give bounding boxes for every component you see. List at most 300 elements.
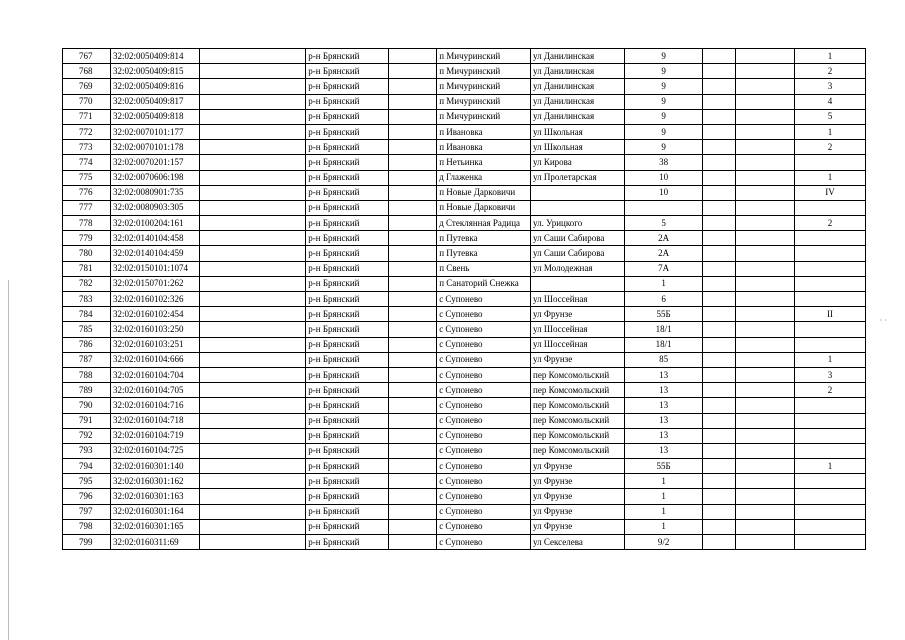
empty-cell: [736, 261, 795, 276]
empty-cell: [200, 124, 306, 139]
empty-cell: [736, 535, 795, 550]
locality: с Супонево: [437, 398, 531, 413]
empty-cell: [703, 200, 736, 215]
empty-cell: [389, 337, 437, 352]
row-number: 797: [63, 504, 111, 519]
row-number: 780: [63, 246, 111, 261]
street: ул Данилинская: [531, 109, 625, 124]
empty-cell: [703, 474, 736, 489]
empty-cell: [703, 504, 736, 519]
street: пер Комсомольский: [531, 443, 625, 458]
empty-cell: [389, 276, 437, 291]
table-row: [63, 489, 866, 504]
district: р-н Брянский: [306, 535, 389, 550]
empty-cell: [389, 443, 437, 458]
empty-cell: [736, 383, 795, 398]
empty-cell: [200, 383, 306, 398]
empty-cell: [200, 200, 306, 215]
empty-cell: [703, 383, 736, 398]
apartment-number: 2: [795, 383, 866, 398]
empty-cell: [736, 443, 795, 458]
table-row: [63, 443, 866, 458]
empty-cell: [703, 109, 736, 124]
apartment-number: [795, 489, 866, 504]
district: р-н Брянский: [306, 489, 389, 504]
locality: п Путевка: [437, 231, 531, 246]
empty-cell: [703, 155, 736, 170]
district: р-н Брянский: [306, 413, 389, 428]
empty-cell: [389, 216, 437, 231]
row-number: 768: [63, 64, 111, 79]
empty-cell: [389, 398, 437, 413]
empty-cell: [389, 200, 437, 215]
empty-cell: [389, 352, 437, 367]
apartment-number: 2: [795, 140, 866, 155]
row-number: 772: [63, 124, 111, 139]
empty-cell: [736, 200, 795, 215]
district: р-н Брянский: [306, 109, 389, 124]
cadastral-number: 32:02:0160104:719: [111, 428, 200, 443]
empty-cell: [736, 155, 795, 170]
cadastral-number: 32:02:0050409:817: [111, 94, 200, 109]
empty-cell: [703, 307, 736, 322]
empty-cell: [703, 337, 736, 352]
table-row: [63, 307, 866, 322]
apartment-number: [795, 535, 866, 550]
empty-cell: [200, 155, 306, 170]
row-number: 790: [63, 398, 111, 413]
empty-cell: [389, 367, 437, 382]
district: р-н Брянский: [306, 140, 389, 155]
empty-cell: [703, 428, 736, 443]
house-number: 55Б: [624, 307, 703, 322]
empty-cell: [389, 124, 437, 139]
district: р-н Брянский: [306, 216, 389, 231]
cadastral-number: 32:02:0140104:459: [111, 246, 200, 261]
house-number: 5: [624, 216, 703, 231]
house-number: 1: [624, 504, 703, 519]
house-number: 6: [624, 292, 703, 307]
district: р-н Брянский: [306, 185, 389, 200]
table-row: [63, 64, 866, 79]
house-number: 55Б: [624, 459, 703, 474]
row-number: 795: [63, 474, 111, 489]
street: ул Фрунзе: [531, 474, 625, 489]
house-number: 13: [624, 367, 703, 382]
district: р-н Брянский: [306, 292, 389, 307]
table-row: [63, 413, 866, 428]
house-number: 9: [624, 140, 703, 155]
empty-cell: [200, 246, 306, 261]
street: ул Секселева: [531, 535, 625, 550]
empty-cell: [736, 231, 795, 246]
table-row: [63, 383, 866, 398]
table-row: [63, 474, 866, 489]
empty-cell: [736, 79, 795, 94]
street: ул Саши Сабирова: [531, 231, 625, 246]
house-number: 9: [624, 79, 703, 94]
empty-cell: [200, 398, 306, 413]
locality: п Свень: [437, 261, 531, 276]
district: р-н Брянский: [306, 367, 389, 382]
table-row: [63, 246, 866, 261]
table-row: [63, 155, 866, 170]
house-number: 9: [624, 49, 703, 64]
empty-cell: [389, 474, 437, 489]
district: р-н Брянский: [306, 155, 389, 170]
table-row: [63, 124, 866, 139]
table-row: [63, 185, 866, 200]
empty-cell: [736, 276, 795, 291]
locality: с Супонево: [437, 535, 531, 550]
locality: с Супонево: [437, 428, 531, 443]
empty-cell: [703, 459, 736, 474]
row-number: 776: [63, 185, 111, 200]
empty-cell: [200, 352, 306, 367]
empty-cell: [200, 185, 306, 200]
cadastral-number: 32:02:0140104:458: [111, 231, 200, 246]
scan-edge-line: [8, 280, 9, 640]
empty-cell: [736, 322, 795, 337]
table-row: [63, 140, 866, 155]
empty-cell: [389, 185, 437, 200]
cadastral-number: 32:02:0050409:815: [111, 64, 200, 79]
table-row: [63, 504, 866, 519]
apartment-number: [795, 443, 866, 458]
locality: п Ивановка: [437, 124, 531, 139]
empty-cell: [200, 94, 306, 109]
empty-cell: [703, 170, 736, 185]
empty-cell: [703, 79, 736, 94]
street: пер Комсомольский: [531, 428, 625, 443]
empty-cell: [736, 94, 795, 109]
property-register-table: [62, 48, 866, 550]
locality: с Супонево: [437, 443, 531, 458]
row-number: 767: [63, 49, 111, 64]
empty-cell: [703, 398, 736, 413]
empty-cell: [736, 489, 795, 504]
table-row: [63, 261, 866, 276]
empty-cell: [703, 489, 736, 504]
house-number: 1: [624, 519, 703, 534]
empty-cell: [389, 459, 437, 474]
empty-cell: [200, 79, 306, 94]
table-row: [63, 49, 866, 64]
apartment-number: 3: [795, 367, 866, 382]
house-number: 9: [624, 109, 703, 124]
empty-cell: [200, 64, 306, 79]
empty-cell: [703, 49, 736, 64]
apartment-number: 5: [795, 109, 866, 124]
district: р-н Брянский: [306, 64, 389, 79]
margin-marks: · ·: [879, 316, 887, 325]
empty-cell: [703, 413, 736, 428]
street: ул Фрунзе: [531, 519, 625, 534]
empty-cell: [389, 231, 437, 246]
row-number: 787: [63, 352, 111, 367]
table-row: [63, 200, 866, 215]
empty-cell: [389, 489, 437, 504]
district: р-н Брянский: [306, 428, 389, 443]
empty-cell: [200, 413, 306, 428]
row-number: 783: [63, 292, 111, 307]
cadastral-number: 32:02:0160104:705: [111, 383, 200, 398]
empty-cell: [703, 231, 736, 246]
apartment-number: [795, 428, 866, 443]
empty-cell: [389, 322, 437, 337]
district: р-н Брянский: [306, 474, 389, 489]
empty-cell: [200, 428, 306, 443]
street: ул Шоссейная: [531, 337, 625, 352]
empty-cell: [703, 216, 736, 231]
empty-cell: [736, 49, 795, 64]
empty-cell: [200, 231, 306, 246]
house-number: 7А: [624, 261, 703, 276]
table-body: [63, 49, 866, 550]
street: ул Фрунзе: [531, 489, 625, 504]
empty-cell: [389, 94, 437, 109]
row-number: 782: [63, 276, 111, 291]
empty-cell: [200, 292, 306, 307]
locality: с Супонево: [437, 413, 531, 428]
row-number: 771: [63, 109, 111, 124]
locality: с Супонево: [437, 352, 531, 367]
empty-cell: [389, 64, 437, 79]
house-number: 9: [624, 124, 703, 139]
row-number: 774: [63, 155, 111, 170]
row-number: 791: [63, 413, 111, 428]
locality: п Мичуринский: [437, 64, 531, 79]
empty-cell: [703, 185, 736, 200]
empty-cell: [736, 246, 795, 261]
row-number: 786: [63, 337, 111, 352]
locality: д Стеклянная Радица: [437, 216, 531, 231]
district: р-н Брянский: [306, 79, 389, 94]
district: р-н Брянский: [306, 261, 389, 276]
district: р-н Брянский: [306, 398, 389, 413]
apartment-number: [795, 200, 866, 215]
cadastral-number: 32:02:0070201:157: [111, 155, 200, 170]
table-row: [63, 231, 866, 246]
empty-cell: [703, 246, 736, 261]
table-row: [63, 79, 866, 94]
empty-cell: [200, 140, 306, 155]
apartment-number: 4: [795, 94, 866, 109]
empty-cell: [200, 535, 306, 550]
locality: с Супонево: [437, 307, 531, 322]
district: р-н Брянский: [306, 170, 389, 185]
district: р-н Брянский: [306, 504, 389, 519]
row-number: 773: [63, 140, 111, 155]
cadastral-number: 32:02:0150701:262: [111, 276, 200, 291]
apartment-number: 3: [795, 79, 866, 94]
empty-cell: [200, 170, 306, 185]
cadastral-number: 32:02:0100204:161: [111, 216, 200, 231]
cadastral-number: 32:02:0050409:818: [111, 109, 200, 124]
locality: с Супонево: [437, 474, 531, 489]
district: р-н Брянский: [306, 443, 389, 458]
apartment-number: 1: [795, 49, 866, 64]
cadastral-number: 32:02:0050409:814: [111, 49, 200, 64]
apartment-number: 2: [795, 64, 866, 79]
row-number: 784: [63, 307, 111, 322]
locality: п Путевка: [437, 246, 531, 261]
locality: с Супонево: [437, 504, 531, 519]
row-number: 789: [63, 383, 111, 398]
empty-cell: [736, 337, 795, 352]
empty-cell: [200, 276, 306, 291]
street: пер Комсомольский: [531, 398, 625, 413]
street: ул Школьная: [531, 124, 625, 139]
district: р-н Брянский: [306, 459, 389, 474]
empty-cell: [703, 94, 736, 109]
table-row: [63, 367, 866, 382]
apartment-number: [795, 292, 866, 307]
street: пер Комсомольский: [531, 383, 625, 398]
row-number: 788: [63, 367, 111, 382]
cadastral-number: 32:02:0160301:162: [111, 474, 200, 489]
empty-cell: [736, 307, 795, 322]
table-row: [63, 428, 866, 443]
apartment-number: [795, 231, 866, 246]
table-row: [63, 337, 866, 352]
row-number: 798: [63, 519, 111, 534]
street: ул Фрунзе: [531, 352, 625, 367]
empty-cell: [389, 140, 437, 155]
empty-cell: [200, 443, 306, 458]
apartment-number: [795, 337, 866, 352]
district: р-н Брянский: [306, 94, 389, 109]
apartment-number: 1: [795, 124, 866, 139]
district: р-н Брянский: [306, 383, 389, 398]
house-number: 1: [624, 489, 703, 504]
empty-cell: [389, 535, 437, 550]
cadastral-number: 32:02:0160103:250: [111, 322, 200, 337]
street: [531, 185, 625, 200]
cadastral-number: 32:02:0160104:716: [111, 398, 200, 413]
cadastral-number: 32:02:0160102:454: [111, 307, 200, 322]
street: ул Шоссейная: [531, 292, 625, 307]
empty-cell: [389, 292, 437, 307]
cadastral-number: 32:02:0160301:163: [111, 489, 200, 504]
empty-cell: [389, 170, 437, 185]
empty-cell: [389, 246, 437, 261]
empty-cell: [736, 109, 795, 124]
house-number: 2А: [624, 231, 703, 246]
house-number: 13: [624, 428, 703, 443]
cadastral-number: 32:02:0160104:704: [111, 367, 200, 382]
table-row: [63, 459, 866, 474]
house-number: 2А: [624, 246, 703, 261]
empty-cell: [703, 261, 736, 276]
district: р-н Брянский: [306, 307, 389, 322]
cadastral-number: 32:02:0150101:1074: [111, 261, 200, 276]
table-row: [63, 292, 866, 307]
row-number: 775: [63, 170, 111, 185]
apartment-number: [795, 246, 866, 261]
empty-cell: [703, 519, 736, 534]
empty-cell: [389, 155, 437, 170]
locality: с Супонево: [437, 322, 531, 337]
street: ул Шоссейная: [531, 322, 625, 337]
house-number: 10: [624, 185, 703, 200]
cadastral-number: 32:02:0080901:735: [111, 185, 200, 200]
row-number: 779: [63, 231, 111, 246]
row-number: 792: [63, 428, 111, 443]
cadastral-number: 32:02:0160104:718: [111, 413, 200, 428]
empty-cell: [703, 292, 736, 307]
street: ул Фрунзе: [531, 504, 625, 519]
empty-cell: [703, 64, 736, 79]
district: р-н Брянский: [306, 49, 389, 64]
row-number: 794: [63, 459, 111, 474]
house-number: 18/1: [624, 337, 703, 352]
house-number: 85: [624, 352, 703, 367]
cadastral-number: 32:02:0160104:725: [111, 443, 200, 458]
table-row: [63, 352, 866, 367]
locality: п Мичуринский: [437, 49, 531, 64]
table-row: [63, 216, 866, 231]
district: р-н Брянский: [306, 337, 389, 352]
cadastral-number: 32:02:0050409:816: [111, 79, 200, 94]
empty-cell: [389, 519, 437, 534]
row-number: 793: [63, 443, 111, 458]
empty-cell: [200, 261, 306, 276]
row-number: 799: [63, 535, 111, 550]
house-number: 1: [624, 276, 703, 291]
empty-cell: [736, 292, 795, 307]
empty-cell: [736, 64, 795, 79]
street: [531, 200, 625, 215]
empty-cell: [389, 428, 437, 443]
empty-cell: [703, 535, 736, 550]
house-number: [624, 200, 703, 215]
row-number: 777: [63, 200, 111, 215]
empty-cell: [703, 322, 736, 337]
street: ул Данилинская: [531, 79, 625, 94]
apartment-number: 1: [795, 352, 866, 367]
district: р-н Брянский: [306, 231, 389, 246]
locality: с Супонево: [437, 292, 531, 307]
street: ул Данилинская: [531, 49, 625, 64]
empty-cell: [736, 504, 795, 519]
apartment-number: 1: [795, 459, 866, 474]
apartment-number: [795, 398, 866, 413]
cadastral-number: 32:02:0160301:140: [111, 459, 200, 474]
empty-cell: [200, 307, 306, 322]
apartment-number: [795, 322, 866, 337]
cadastral-number: 32:02:0070101:177: [111, 124, 200, 139]
district: р-н Брянский: [306, 352, 389, 367]
empty-cell: [736, 170, 795, 185]
street: [531, 276, 625, 291]
empty-cell: [736, 352, 795, 367]
apartment-number: II: [795, 307, 866, 322]
apartment-number: [795, 413, 866, 428]
empty-cell: [200, 459, 306, 474]
apartment-number: [795, 519, 866, 534]
apartment-number: [795, 261, 866, 276]
locality: с Супонево: [437, 519, 531, 534]
street: пер Комсомольский: [531, 413, 625, 428]
street: ул Фрунзе: [531, 459, 625, 474]
cadastral-number: 32:02:0160104:666: [111, 352, 200, 367]
house-number: 13: [624, 383, 703, 398]
house-number: 18/1: [624, 322, 703, 337]
street: ул Кирова: [531, 155, 625, 170]
table-row: [63, 519, 866, 534]
locality: п Ивановка: [437, 140, 531, 155]
